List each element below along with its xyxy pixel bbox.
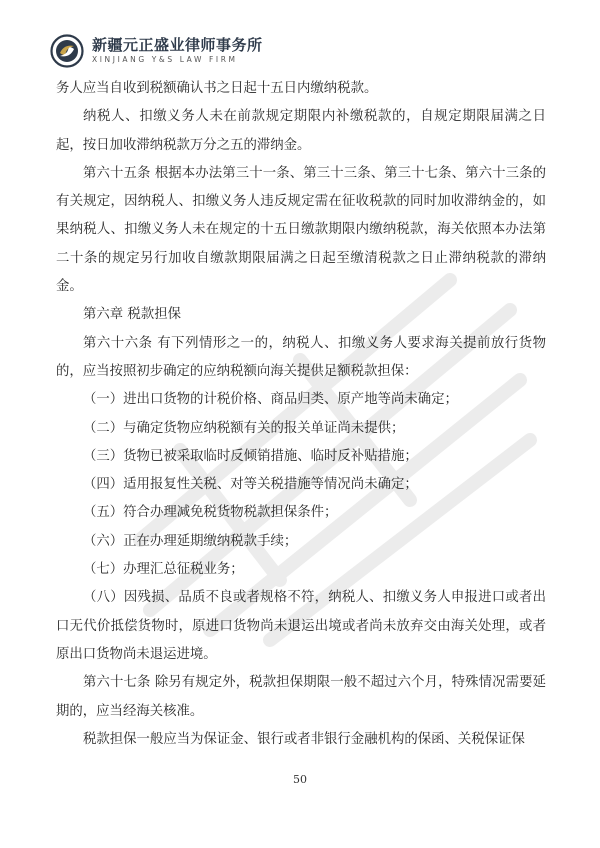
list-item: （八）因残损、品质不良或者规格不符，纳税人、扣缴义务人申报进口或者出口无代价抵偿货物时，原进口货物尚未退运出境或者尚未放弃交由海关处理，或者原出口货物尚未退运进境。 [56, 590, 546, 662]
document-body [56, 75, 546, 754]
list-item: （六）正在办理延期缴纳税款手续； [83, 533, 298, 549]
article-65: 第六十五条 根据本办法第三十一条、第三十三条、第三十七条、第六十三条的有关规定，因纳税人、扣缴义务人违反规定需在征收税款的同时加收滞纳金的，如果纳税人、扣缴义务人未在规定的十五日缴款期限内缴纳税款，海关依照本办法第二十条的规定另行加收自缴款期限届满之日起至缴清税款之日止滞纳税款的滞纳金。 [56, 165, 546, 295]
list-item: （五）符合办理减免税货物税款担保条件； [83, 505, 338, 521]
firm-name-block [92, 38, 263, 64]
list-item: （三）货物已被采取临时反倾销措施、临时反补贴措施； [83, 448, 418, 464]
paragraph: 税款担保一般应当为保证金、银行或者非银行金融机构的保函、关税保证保 [83, 731, 525, 747]
list-item: （二）与确定货物应纳税额有关的报关单证尚未提供； [83, 420, 405, 436]
page-number: 50 [293, 773, 307, 786]
firm-logo-icon [50, 34, 84, 68]
page-header [50, 32, 263, 70]
list-item: （四）适用报复性关税、对等关税措施等情况尚未确定； [83, 477, 418, 493]
article-66: 第六十六条 有下列情形之一的，纳税人、扣缴义务人要求海关提前放行货物的，应当按照初步确定的应纳税额向海关提供足额税款担保： [56, 335, 546, 379]
paragraph: 务人应当自收到税额确认书之日起十五日内缴纳税款。 [56, 81, 378, 96]
paragraph: 纳税人、扣缴义务人未在前款规定期限内补缴税款的，自规定期限届满之日起，按日加收滞纳税款万分之五的滞纳金。 [56, 109, 546, 153]
firm-name-cn: 新疆元正盛业律师事务所 [92, 36, 263, 55]
firm-name-en: XINJIANG Y&S LAW FIRM [92, 55, 238, 65]
list-item: （一）进出口货物的计税价格、商品归类、原产地等尚未确定； [83, 392, 458, 408]
chapter-heading: 第六章 税款担保 [83, 307, 181, 323]
list-item: （七）办理汇总征税业务； [83, 562, 244, 578]
article-67: 第六十七条 除另有规定外，税款担保期限一般不超过六个月，特殊情况需要延期的，应当经海关核准。 [56, 675, 546, 719]
